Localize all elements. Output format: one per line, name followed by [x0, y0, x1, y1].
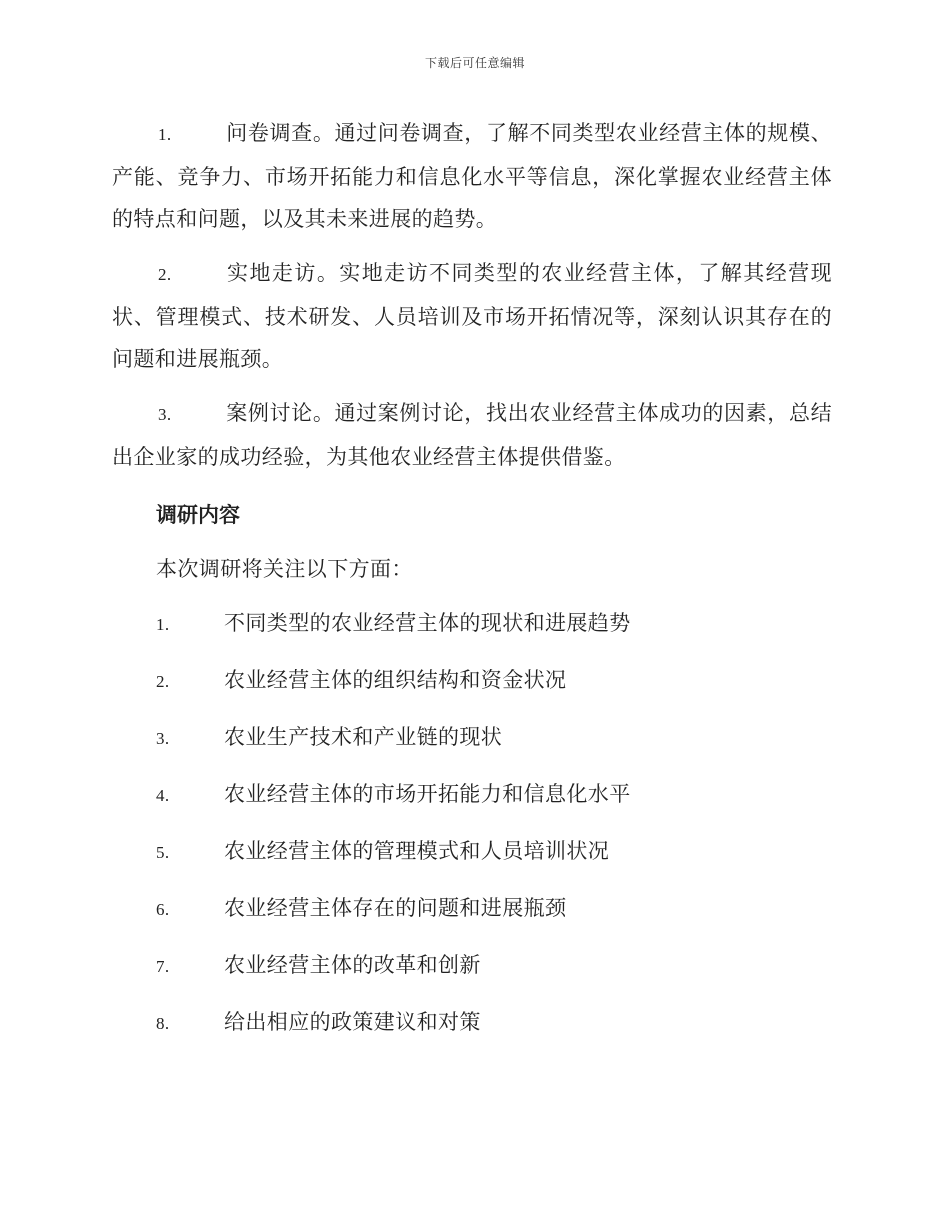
method-text: 问卷调查。通过问卷调查，了解不同类型农业经营主体的规模、产能、竞争力、市场开拓能力和信息化水平等信息，深化掌握农业经营主体的特点和问题，以及其未来进展的趋势。: [112, 121, 832, 231]
list-text: 农业经营主体的市场开拓能力和信息化水平: [224, 782, 631, 806]
list-text: 不同类型的农业经营主体的现状和进展趋势: [224, 611, 631, 635]
section-intro: 本次调研将关注以下方面：: [156, 557, 413, 581]
method-text: 案例讨论。通过案例讨论，找出农业经营主体成功的因素，总结出企业家的成功经验，为其他农业经营主体提供借鉴。: [112, 401, 832, 469]
method-item-questionnaire: [112, 112, 832, 240]
list-item: [112, 887, 832, 931]
list-item: [112, 602, 832, 646]
method-number: 3.: [158, 405, 172, 424]
list-item: [112, 830, 832, 874]
method-text: 实地走访。实地走访不同类型的农业经营主体，了解其经营现状、管理模式、技术研发、人员培训及市场开拓情况等，深刻认识其存在的问题和进展瓶颈。: [112, 261, 832, 371]
list-number: 4.: [156, 786, 170, 805]
method-number: 2.: [158, 265, 172, 284]
list-text: 农业生产技术和产业链的现状: [224, 725, 503, 749]
list-number: 5.: [156, 843, 170, 862]
list-number: 7.: [156, 957, 170, 976]
list-item: [112, 659, 832, 703]
list-text: 农业经营主体的改革和创新: [224, 953, 481, 977]
list-item: [112, 1001, 832, 1045]
list-text: 农业经营主体的组织结构和资金状况: [224, 668, 567, 692]
list-number: 8.: [156, 1014, 170, 1033]
list-number: 2.: [156, 672, 170, 691]
list-number: 3.: [156, 729, 170, 748]
list-item: [112, 944, 832, 988]
method-number: 1.: [158, 125, 172, 144]
section-heading: 调研内容: [156, 503, 240, 527]
list-text: 农业经营主体的管理模式和人员培训状况: [224, 839, 610, 863]
list-number: 1.: [156, 615, 170, 634]
list-item: [112, 716, 832, 760]
list-text: 农业经营主体存在的问题和进展瓶颈: [224, 896, 567, 920]
list-number: 6.: [156, 900, 170, 919]
document-body: [112, 112, 832, 1058]
research-content-list: [112, 602, 832, 1045]
method-item-field-visit: [112, 252, 832, 380]
method-item-case-discussion: [112, 392, 832, 478]
list-text: 给出相应的政策建议和对策: [224, 1010, 481, 1034]
page-header: 下载后可任意编辑: [424, 56, 525, 70]
list-item: [112, 773, 832, 817]
